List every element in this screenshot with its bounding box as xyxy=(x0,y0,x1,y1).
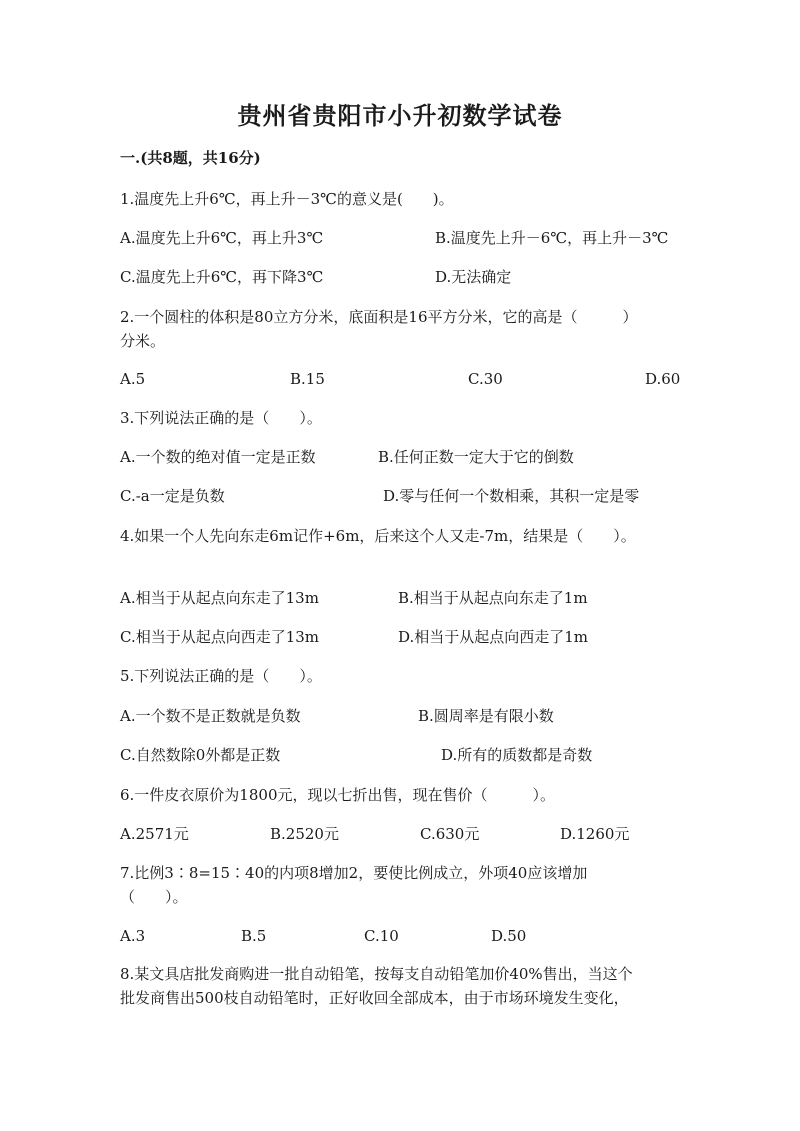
question-7-option-b: B.5 xyxy=(241,927,267,945)
question-3-option-c: C.-a一定是负数 xyxy=(120,487,225,505)
question-8-stem-line2: 批发商售出500枝自动铅笔时，正好收回全部成本，由于市场环境发生变化， xyxy=(120,989,629,1007)
question-5-option-b: B.圆周率是有限小数 xyxy=(418,707,554,725)
question-2-option-b: B.15 xyxy=(290,370,325,388)
question-7-stem-line1: 7.比例3∶8=15∶40的内项8增加2，要使比例成立，外项40应该增加 xyxy=(120,864,588,882)
question-5-stem: 5.下列说法正确的是（ ）。 xyxy=(120,667,322,685)
question-8-stem-line1: 8.某文具店批发商购进一批自动铅笔，按每支自动铅笔加价40%售出，当这个 xyxy=(120,965,633,983)
question-2-option-a: A.5 xyxy=(120,370,146,388)
question-4-option-a: A.相当于从起点向东走了13m xyxy=(120,589,319,607)
question-1-option-d: D.无法确定 xyxy=(435,268,512,286)
question-6-option-a: A.2571元 xyxy=(120,825,189,843)
question-4-option-c: C.相当于从起点向西走了13m xyxy=(120,628,320,646)
exam-title: 贵州省贵阳市小升初数学试卷 xyxy=(237,101,563,130)
question-5-option-a: A.一个数不是正数就是负数 xyxy=(120,707,301,725)
question-3-option-d: D.零与任何一个数相乘，其积一定是零 xyxy=(383,487,640,505)
question-6-option-c: C.630元 xyxy=(420,825,480,843)
question-1-option-a: A.温度先上升6℃，再上升3℃ xyxy=(120,229,324,247)
question-2-stem-line1: 2.一个圆柱的体积是80立方分米，底面积是16平方分米，它的高是（ ） xyxy=(120,308,638,326)
question-1-stem: 1.温度先上升6℃，再上升－3℃的意义是( )。 xyxy=(120,190,454,208)
question-3-option-a: A.一个数的绝对值一定是正数 xyxy=(120,448,316,466)
question-1-option-b: B.温度先上升－6℃，再上升－3℃ xyxy=(435,229,669,247)
question-5-option-d: D.所有的质数都是奇数 xyxy=(441,746,593,764)
question-3-option-b: B.任何正数一定大于它的倒数 xyxy=(378,448,574,466)
section-heading: 一.(共8题，共16分) xyxy=(120,149,261,167)
question-5-option-c: C.自然数除0外都是正数 xyxy=(120,746,281,764)
question-6-stem: 6.一件皮衣原价为1800元，现以七折出售，现在售价（ ）。 xyxy=(120,786,555,804)
question-6-option-d: D.1260元 xyxy=(560,825,630,843)
question-7-option-d: D.50 xyxy=(491,927,527,945)
question-4-stem: 4.如果一个人先向东走6m记作+6m，后来这个人又走-7m，结果是（ ）。 xyxy=(120,527,636,545)
question-3-stem: 3.下列说法正确的是（ ）。 xyxy=(120,409,322,427)
question-6-option-b: B.2520元 xyxy=(270,825,339,843)
question-7-option-a: A.3 xyxy=(120,927,146,945)
question-1-option-c: C.温度先上升6℃，再下降3℃ xyxy=(120,268,324,286)
question-2-stem-line2: 分米。 xyxy=(120,332,166,350)
question-2-option-d: D.60 xyxy=(645,370,681,388)
question-7-stem-line2: （ ）。 xyxy=(120,888,188,906)
question-4-option-b: B.相当于从起点向东走了1m xyxy=(398,589,588,607)
question-4-option-d: D.相当于从起点向西走了1m xyxy=(398,628,589,646)
question-2-option-c: C.30 xyxy=(468,370,503,388)
question-7-option-c: C.10 xyxy=(364,927,399,945)
